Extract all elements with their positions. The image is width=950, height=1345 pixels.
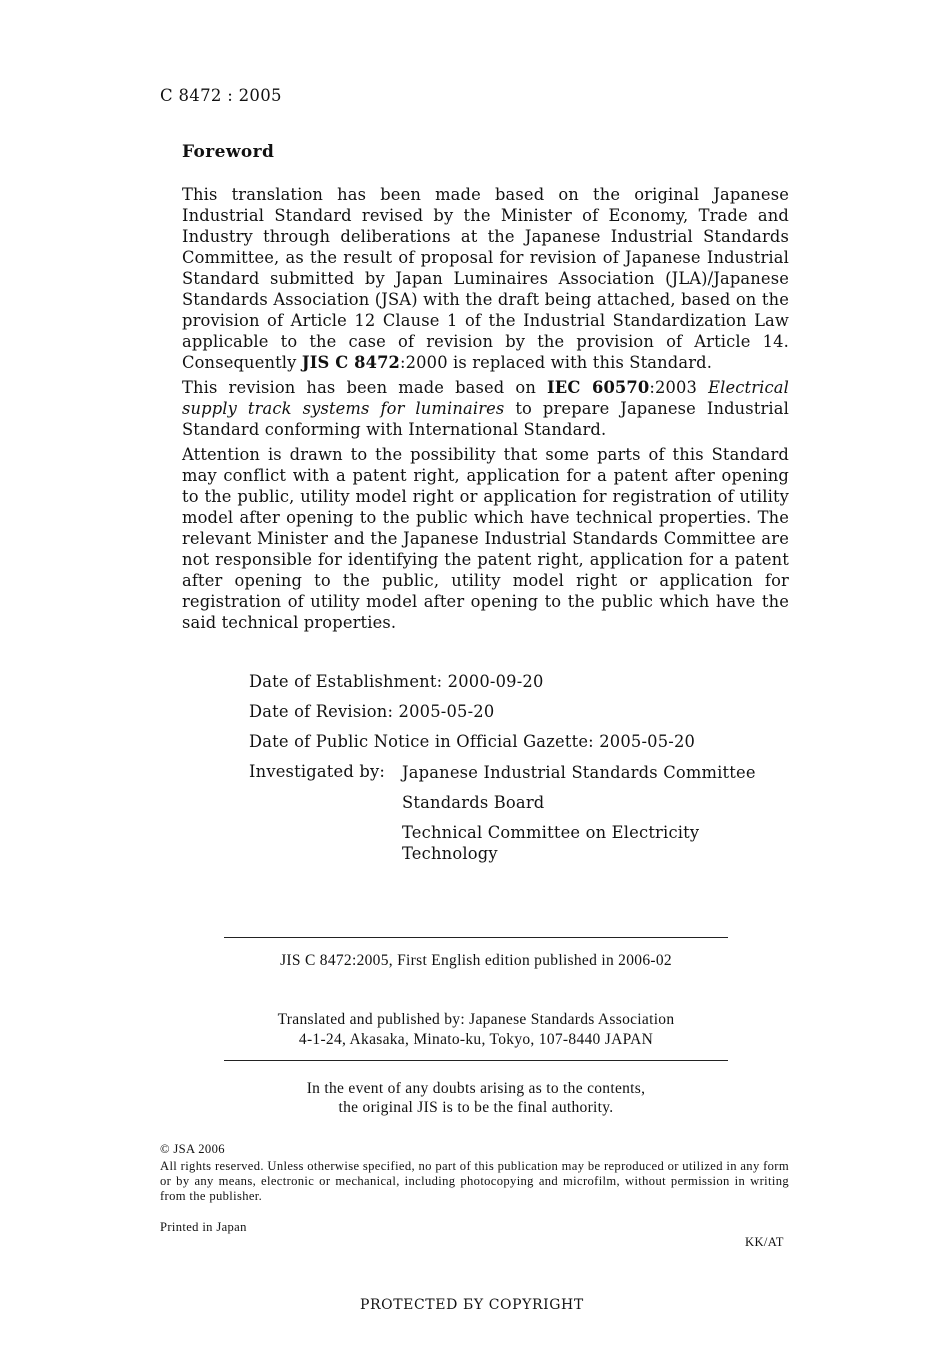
investigating-body: Japanese Industrial Standards Committee <box>402 763 756 782</box>
investigating-body: Standards Board <box>402 793 545 812</box>
authority-note: In the event of any doubts arising as to the contents, <box>306 1080 646 1097</box>
foreword-heading: Foreword <box>182 142 275 162</box>
iec-reference-year: :2003 <box>649 378 709 397</box>
divider <box>224 937 728 938</box>
divider <box>224 1060 728 1061</box>
foreword-paragraph-1 <box>182 184 789 373</box>
standard-reference-year: :2000 <box>400 353 448 372</box>
standard-reference-old: JIS C 8472 <box>301 353 401 372</box>
document-code: C 8472 : 2005 <box>160 86 282 105</box>
authority-note: the original JIS is to be the final authority. <box>338 1099 614 1116</box>
rights-statement: All rights reserved. Unless otherwise specified, no part of this publication may be reproduced or utilized in any form or by any means, electronic or mechanical, including photocopying and microfilm, without permission in writing from the publisher. <box>160 1159 789 1203</box>
para1-text: This translation has been made based on the original Japanese Industrial Standard revised by the Minister of Economy, Trade and Industry through deliberations at the Japanese Industrial Standards Committee, as the result of proposal for revision of Japanese Industrial Standard submitted by Japan Luminaires Association (JLA)/Japanese Standards Association (JSA) with the draft being attached, based on the provision of Article 12 Clause 1 of the Industrial Standardization Law applicable to the case of revision by the provision of Article 14. Consequently <box>182 185 789 372</box>
iec-title: Electrical supply track systems for luminaires <box>182 378 789 418</box>
publisher-address: 4-1-24, Akasaka, Minato-ku, Tokyo, 107-8440 JAPAN <box>298 1031 654 1048</box>
foreword-paragraph-3: Attention is drawn to the possibility that some parts of this Standard may conflict with a patent right, application for a patent after opening to the public, utility model right or application for registration of utility model after opening to the public which have technical properties. The relevant Minister and the Japanese Industrial Standards Committee are not responsible for identifying the patent right, application for a patent after opening to the public, utility model right or application for registration of utility model after opening to the public which have the said technical properties. <box>182 445 789 632</box>
para2-text-end: to prepare Japanese Industrial Standard conforming with International Standard. <box>182 399 789 439</box>
para2-text: This revision has been made based on <box>182 378 548 397</box>
date-of-public-notice: Date of Public Notice in Official Gazette: 2005-05-20 <box>249 732 696 751</box>
para1-text-end: is replaced with this Standard. <box>447 353 713 372</box>
date-of-revision: Date of Revision: 2005-05-20 <box>249 702 495 721</box>
investigating-body: Technical Committee on Electricity Technology <box>402 823 700 863</box>
iec-reference: IEC 60570 <box>547 378 650 397</box>
investigated-by-label: Investigated by: <box>249 762 386 781</box>
edition-line: JIS C 8472:2005, First English edition published in 2006-02 <box>280 952 672 969</box>
copyright-notice: © JSA 2006 <box>160 1142 225 1156</box>
foreword-paragraph-2 <box>182 377 789 440</box>
date-of-establishment: Date of Establishment: 2000-09-20 <box>249 672 544 691</box>
publisher-line: Translated and published by: Japanese Standards Association <box>277 1011 675 1028</box>
printed-in: Printed in Japan <box>160 1220 247 1234</box>
protected-watermark: PROTECTED БY COPYRIGHT <box>360 1297 584 1313</box>
print-code: KK/AT <box>745 1235 784 1249</box>
